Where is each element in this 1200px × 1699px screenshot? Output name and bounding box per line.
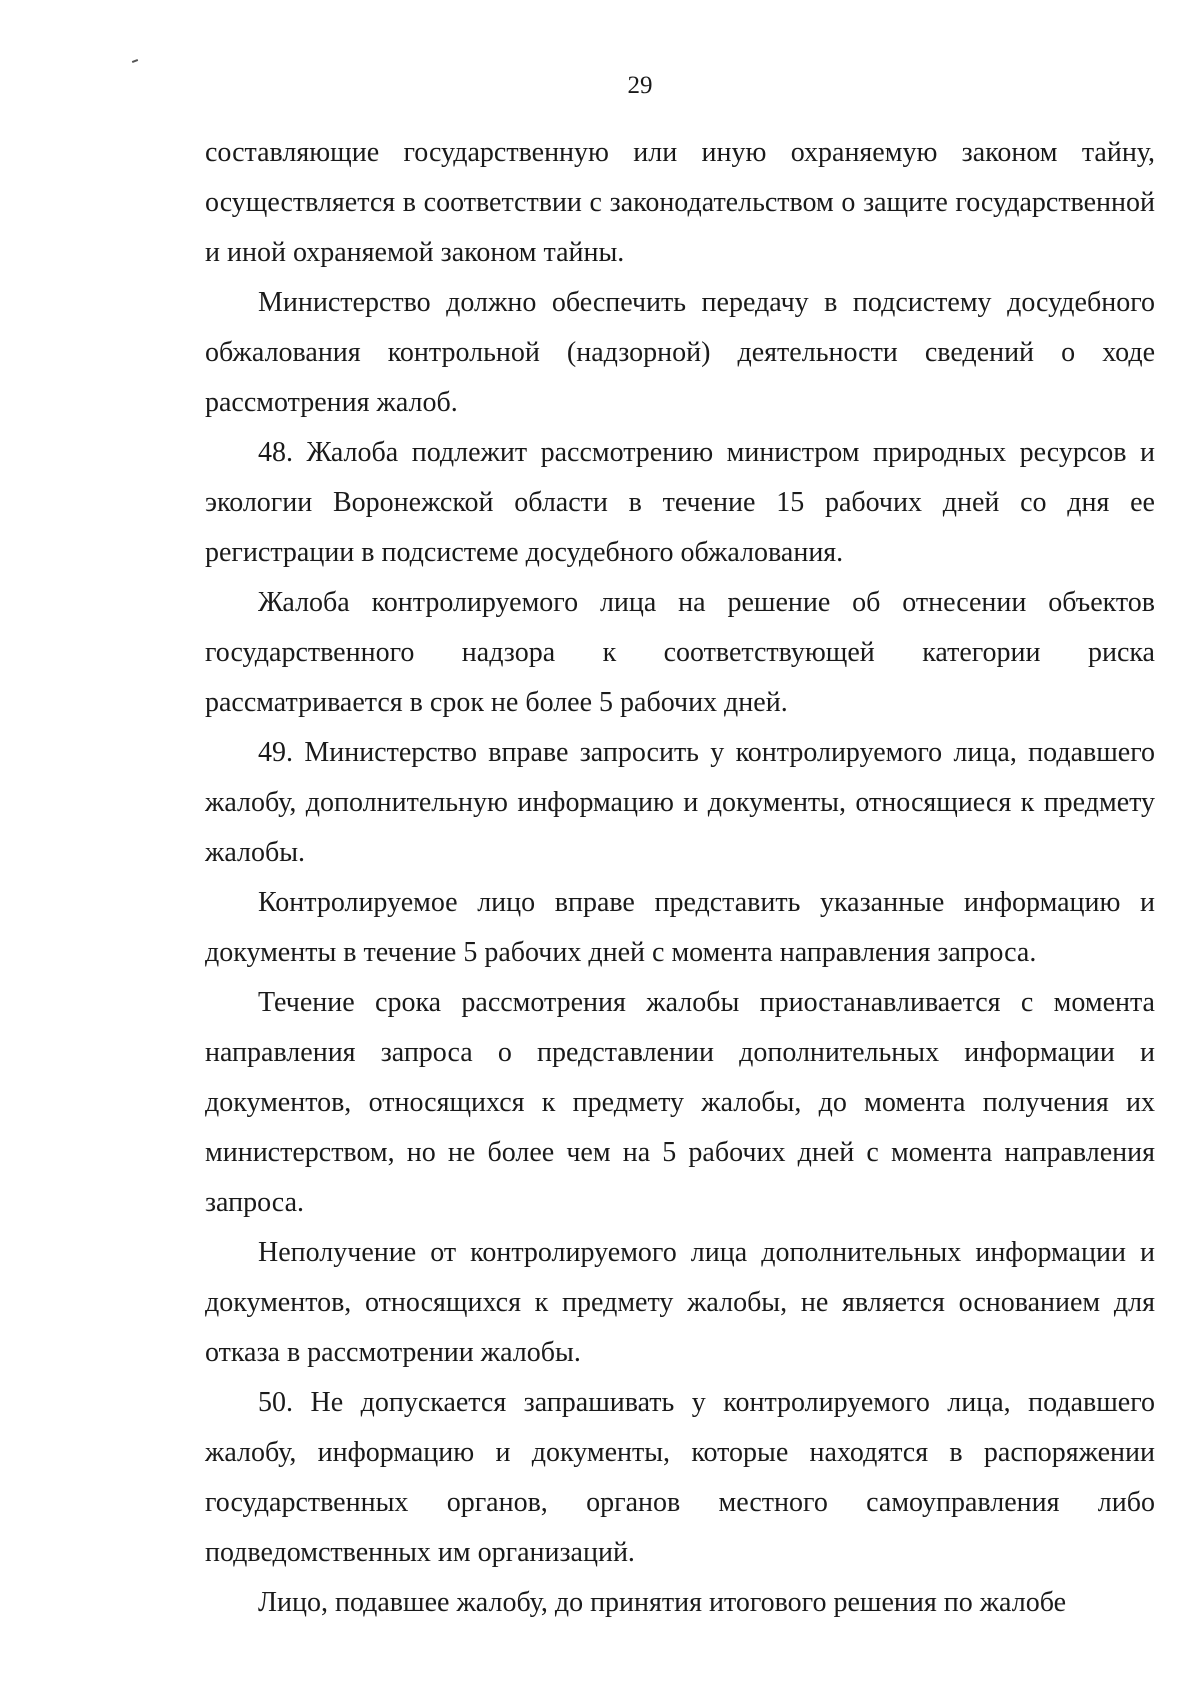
- paragraph: составляющие государственную или иную охраняемую законом тайну, осуществляется в соответствии с законодательством о защите государственной и иной охраняемой законом тайны.: [205, 137, 1155, 268]
- paragraph: Неполучение от контролируемого лица дополнительных информации и документов, относящихся к предмету жалобы, не является основанием для отказа в рассмотрении жалобы.: [205, 1237, 1155, 1368]
- paragraph: Министерство должно обеспечить передачу в подсистему досудебного обжалования контрольной (надзорной) деятельности сведений о ходе рассмотрения жалоб.: [205, 287, 1155, 418]
- paragraph: Контролируемое лицо вправе представить указанные информацию и документы в течение 5 рабочих дней с момента направления запроса.: [205, 887, 1155, 968]
- paragraph: 50. Не допускается запрашивать у контролируемого лица, подавшего жалобу, информацию и документы, которые находятся в распоряжении государственных органов, органов местного самоуправления либо подведомственных им организаций.: [205, 1387, 1155, 1568]
- paragraph: Жалоба контролируемого лица на решение об отнесении объектов государственного надзора к соответствующей категории риска рассматривается в срок не более 5 рабочих дней.: [205, 587, 1155, 718]
- page-number: 29: [627, 72, 653, 99]
- paragraph: Течение срока рассмотрения жалобы приостанавливается с момента направления запроса о представлении дополнительных информации и документов, относящихся к предмету жалобы, до момента получения их министерством, но не более чем на 5 рабочих дней с момента направления запроса.: [205, 987, 1155, 1218]
- paragraph: 49. Министерство вправе запросить у контролируемого лица, подавшего жалобу, дополнительную информацию и документы, относящиеся к предмету жалобы.: [205, 737, 1155, 868]
- document-body: [205, 128, 1155, 1628]
- paragraph: 48. Жалоба подлежит рассмотрению министром природных ресурсов и экологии Воронежской области в течение 15 рабочих дней со дня ее регистрации в подсистеме досудебного обжалования.: [205, 437, 1155, 568]
- paragraph: Лицо, подавшее жалобу, до принятия итогового решения по жалобе: [258, 1587, 1066, 1618]
- scan-artifact: [132, 59, 138, 63]
